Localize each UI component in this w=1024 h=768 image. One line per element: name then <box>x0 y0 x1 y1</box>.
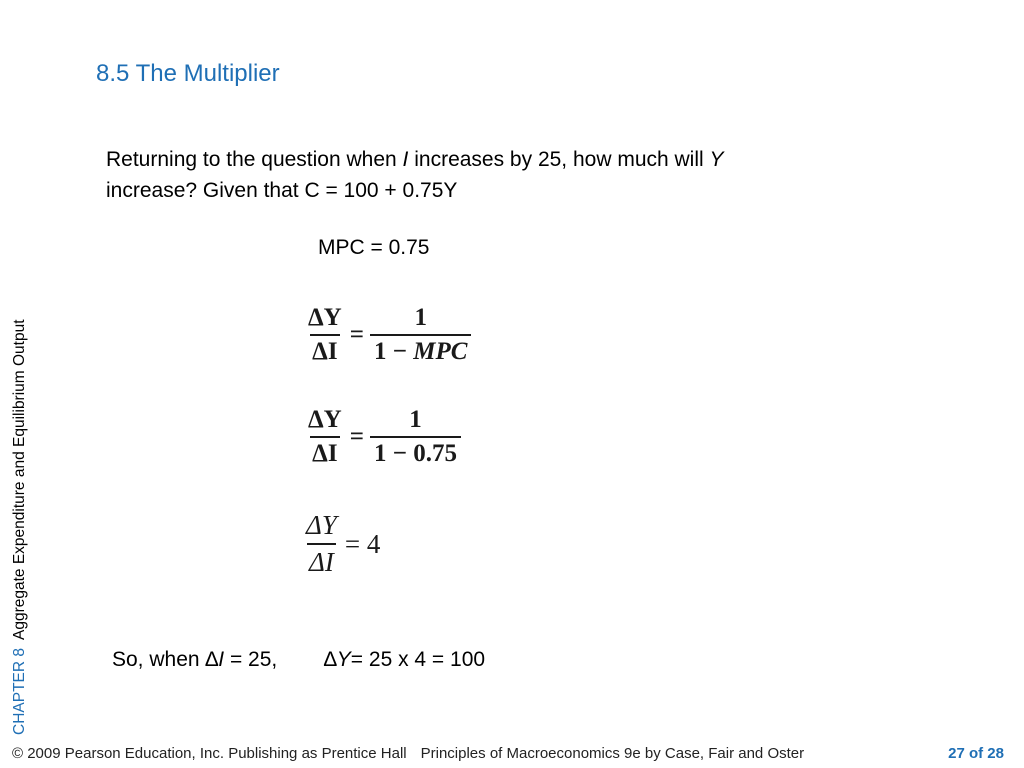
delta-symbol: ∆ <box>323 648 337 671</box>
numerator: ΔY <box>308 304 342 331</box>
question-line2: increase? Given that C = 100 + 0.75Y <box>106 179 458 202</box>
chapter-label: CHAPTER 8 <box>11 648 28 735</box>
conclusion-c: = 25 x 4 = 100 <box>350 648 486 671</box>
fraction-dy-di <box>304 510 339 578</box>
multiplier-result <box>304 510 386 578</box>
variable-i: I <box>218 648 225 671</box>
footer <box>12 745 804 762</box>
numerator: 1 <box>409 406 422 433</box>
variable-y: Y <box>336 648 351 671</box>
fraction-one-over-1-mpc <box>370 304 471 366</box>
numerator: ΔY <box>306 510 337 540</box>
fraction-one-over-0-25 <box>370 406 461 468</box>
numerator: 1 <box>414 304 427 331</box>
chapter-sidebar <box>8 319 32 735</box>
numerator: ΔY <box>308 406 342 433</box>
mpc-value: MPC = 0.75 <box>318 236 430 259</box>
equals-sign: = <box>349 321 364 348</box>
denominator-part: 1 − <box>373 338 414 365</box>
conclusion-text <box>112 648 485 672</box>
variable-i: I <box>402 148 409 171</box>
conclusion-a: So, when <box>112 648 206 671</box>
denominator: ΔI <box>310 436 339 468</box>
denominator: ΔI <box>307 543 336 578</box>
denominator: ΔI <box>310 334 339 366</box>
slide-title: 8.5 The Multiplier <box>96 60 280 87</box>
copyright: © 2009 Pearson Education, Inc. Publishing as Prentice Hall <box>12 745 407 762</box>
equals-sign: = <box>349 423 364 450</box>
question-text <box>106 144 906 206</box>
question-part2: increases by 25, how much will <box>408 148 710 171</box>
mpc-symbol: MPC <box>413 338 468 365</box>
chapter-topic: Aggregate Expenditure and Equilibrium Output <box>11 319 28 640</box>
book-title: Principles of Macroeconomics 9e by Case, Fair and Oster <box>420 745 805 762</box>
conclusion-b: = 25, <box>224 648 324 671</box>
variable-y: Y <box>709 148 724 171</box>
denominator: 1 − 0.75 <box>370 436 461 468</box>
page-number: 27 of 28 <box>948 745 1004 762</box>
fraction-dy-di <box>306 304 344 366</box>
result-value: = 4 <box>344 528 381 559</box>
denominator <box>370 334 471 366</box>
multiplier-substituted <box>306 406 461 468</box>
delta-symbol: ∆ <box>205 648 219 671</box>
question-part1: Returning to the question when <box>106 148 403 171</box>
multiplier-formula <box>306 304 471 366</box>
fraction-dy-di <box>306 406 344 468</box>
